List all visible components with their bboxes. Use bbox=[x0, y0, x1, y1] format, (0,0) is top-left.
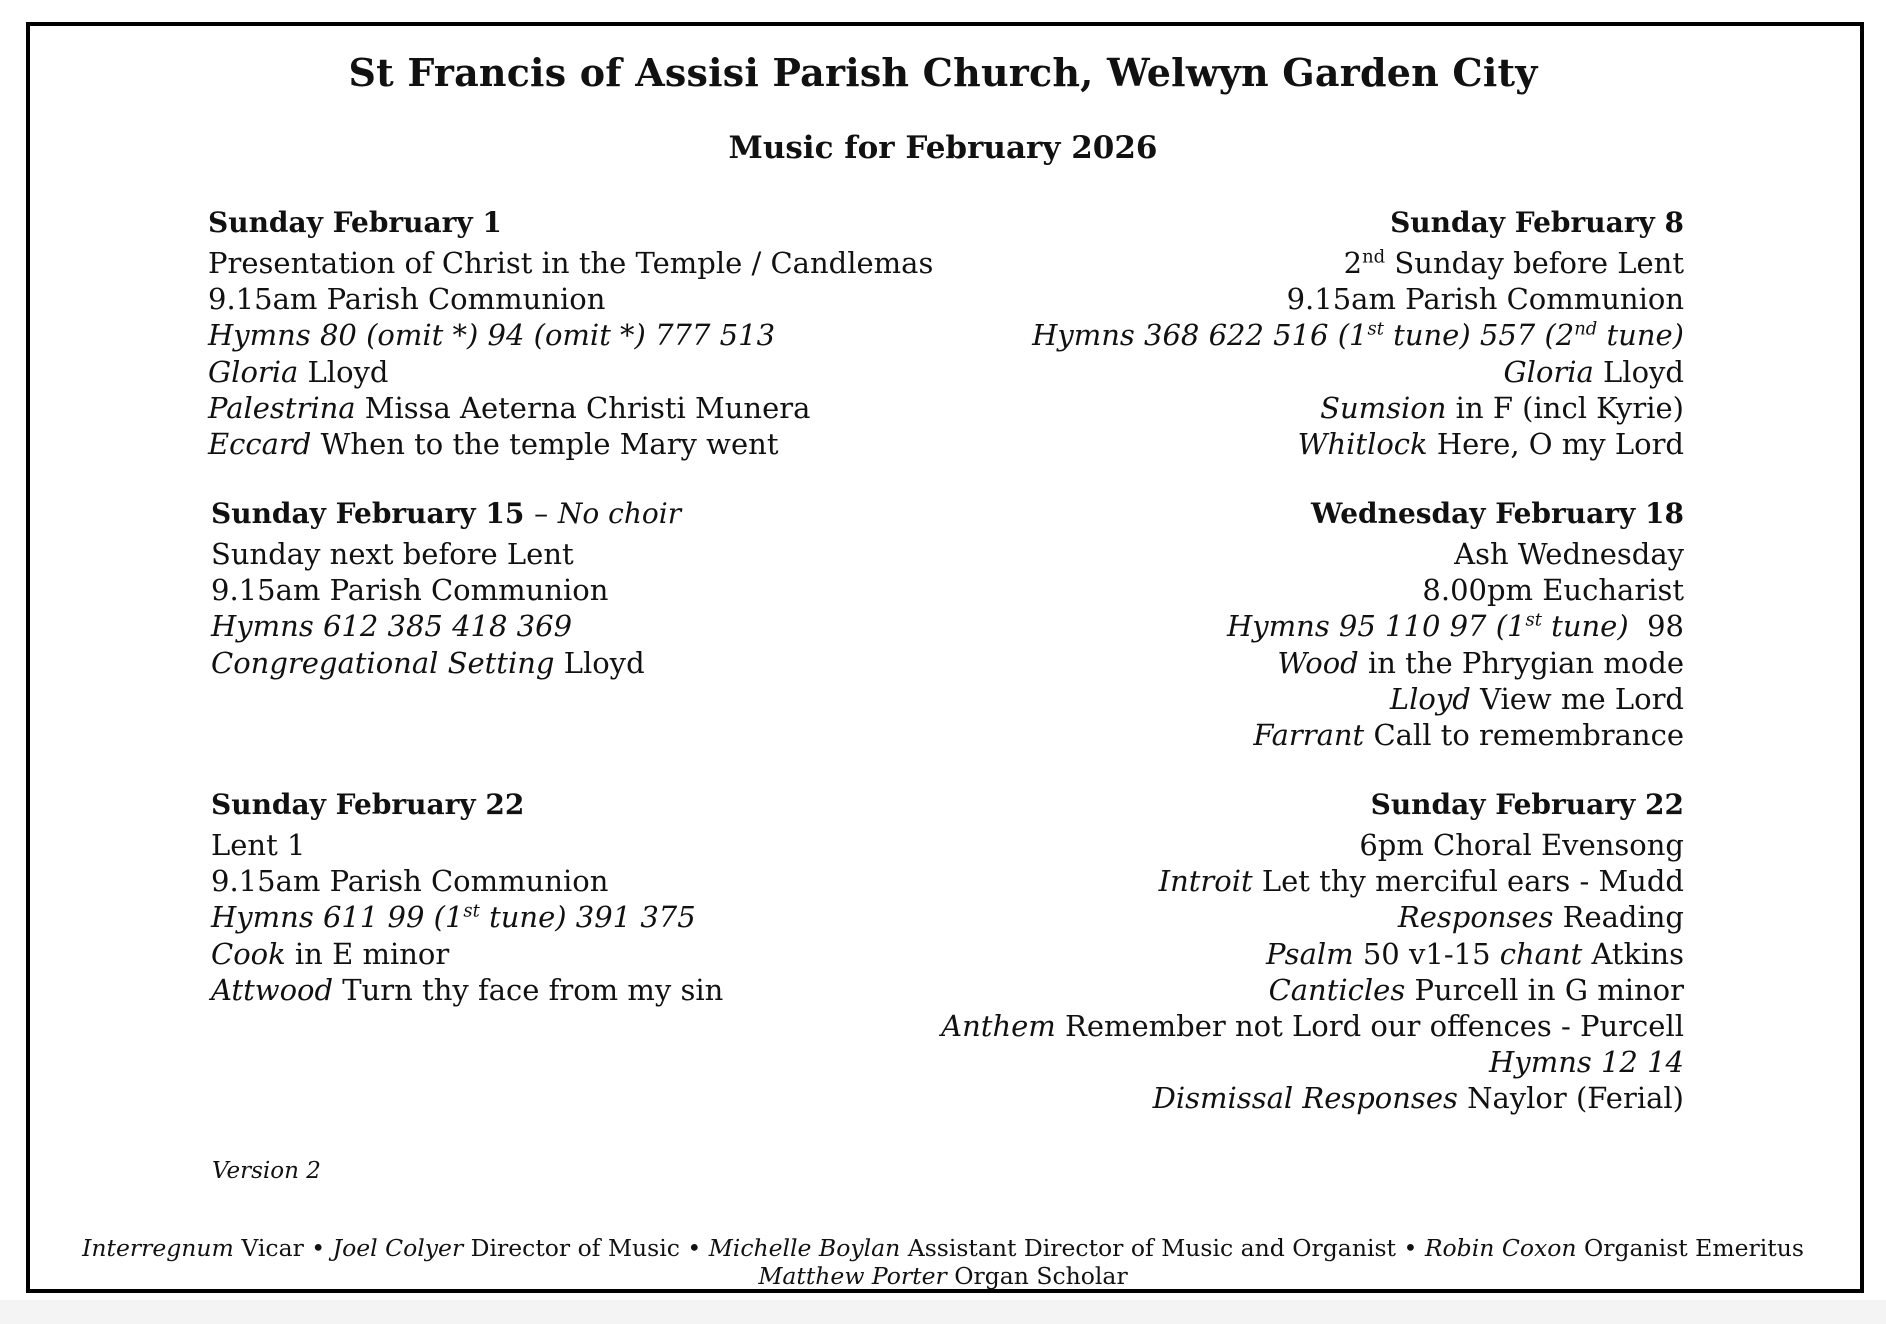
service-feb-15 bbox=[211, 496, 681, 681]
service-time: 9.15am Parish Communion bbox=[211, 573, 609, 608]
staff-footer bbox=[0, 1234, 1886, 1290]
service-heading: Sunday February 15 – No choir bbox=[211, 497, 682, 530]
dismissal-responses: Dismissal Responses Naylor (Ferial) bbox=[1152, 1081, 1684, 1116]
hymns: Hymns 95 110 97 (1st tune) 98 bbox=[1226, 609, 1684, 644]
mass-setting: Sumsion in F (incl Kyrie) bbox=[1320, 390, 1684, 425]
no-choir-note: No choir bbox=[557, 497, 682, 530]
service-heading: Sunday February 8 bbox=[1390, 206, 1684, 239]
hymns: Hymns 12 14 bbox=[1489, 1045, 1684, 1080]
anthem: Farrant Call to remembrance bbox=[1253, 718, 1684, 753]
introit: Introit Let thy merciful ears - Mudd bbox=[1158, 864, 1684, 899]
responses: Responses Reading bbox=[1397, 900, 1684, 935]
version-label: Version 2 bbox=[212, 1158, 321, 1184]
service-time: 9.15am Parish Communion bbox=[1286, 282, 1684, 317]
service-time: 6pm Choral Evensong bbox=[1359, 828, 1684, 862]
occasion: Presentation of Christ in the Temple / Candlemas bbox=[208, 246, 934, 280]
mass-setting: Congregational Setting Lloyd bbox=[211, 645, 645, 680]
service-time: 9.15am Parish Communion bbox=[211, 864, 609, 899]
gloria: Gloria Lloyd bbox=[208, 354, 389, 389]
anthem: Eccard When to the temple Mary went bbox=[208, 427, 779, 462]
service-feb-22-morning bbox=[211, 787, 723, 1008]
gloria: Gloria Lloyd bbox=[1503, 354, 1684, 389]
occasion: Sunday next before Lent bbox=[211, 537, 574, 571]
hymns: Hymns 612 385 418 369 bbox=[211, 609, 573, 644]
anthem: Whitlock Here, O my Lord bbox=[1297, 427, 1684, 462]
service-heading: Sunday February 22 bbox=[211, 788, 525, 821]
staff-line-2: Matthew Porter Organ Scholar bbox=[758, 1262, 1128, 1290]
service-feb-18 bbox=[1227, 496, 1684, 753]
service-heading: Sunday February 1 bbox=[208, 206, 502, 239]
mass-setting: Wood in the Phrygian mode bbox=[1277, 645, 1684, 680]
service-time: 9.15am Parish Communion bbox=[208, 282, 606, 317]
mass-setting: Cook in E minor bbox=[211, 936, 450, 971]
occasion: 2nd Sunday before Lent bbox=[1343, 246, 1684, 280]
occasion: Lent 1 bbox=[211, 828, 306, 862]
hymns: Hymns 80 (omit *) 94 (omit *) 777 513 bbox=[208, 318, 776, 353]
staff-line-1: Interregnum Vicar • Joel Colyer Director of Music • Michelle Boylan Assistant Director of Music and Organist • Robin Coxon Organist Emeritus bbox=[82, 1234, 1804, 1262]
month-subtitle: Music for February 2026 bbox=[728, 130, 1158, 166]
church-title: St Francis of Assisi Parish Church, Welwyn Garden City bbox=[348, 50, 1538, 95]
service-feb-1 bbox=[208, 205, 933, 462]
anthem: Attwood Turn thy face from my sin bbox=[211, 972, 724, 1007]
service-heading: Wednesday February 18 bbox=[1311, 497, 1684, 530]
mass-setting: Palestrina Missa Aeterna Christi Munera bbox=[208, 390, 811, 425]
service-feb-8 bbox=[1032, 205, 1684, 462]
service-time: 8.00pm Eucharist bbox=[1422, 573, 1684, 608]
hymns: Hymns 611 99 (1st tune) 391 375 bbox=[211, 900, 696, 935]
psalm: Psalm 50 v1-15 chant Atkins bbox=[1265, 936, 1684, 971]
occasion: Ash Wednesday bbox=[1454, 537, 1684, 571]
motet: Lloyd View me Lord bbox=[1389, 681, 1684, 716]
service-heading: Sunday February 22 bbox=[1370, 788, 1684, 821]
hymns: Hymns 368 622 516 (1st tune) 557 (2nd tune) bbox=[1032, 318, 1684, 353]
anthem: Anthem Remember not Lord our offences - Purcell bbox=[941, 1009, 1684, 1044]
service-feb-22-evensong bbox=[941, 787, 1684, 1117]
canticles: Canticles Purcell in G minor bbox=[1268, 972, 1684, 1007]
